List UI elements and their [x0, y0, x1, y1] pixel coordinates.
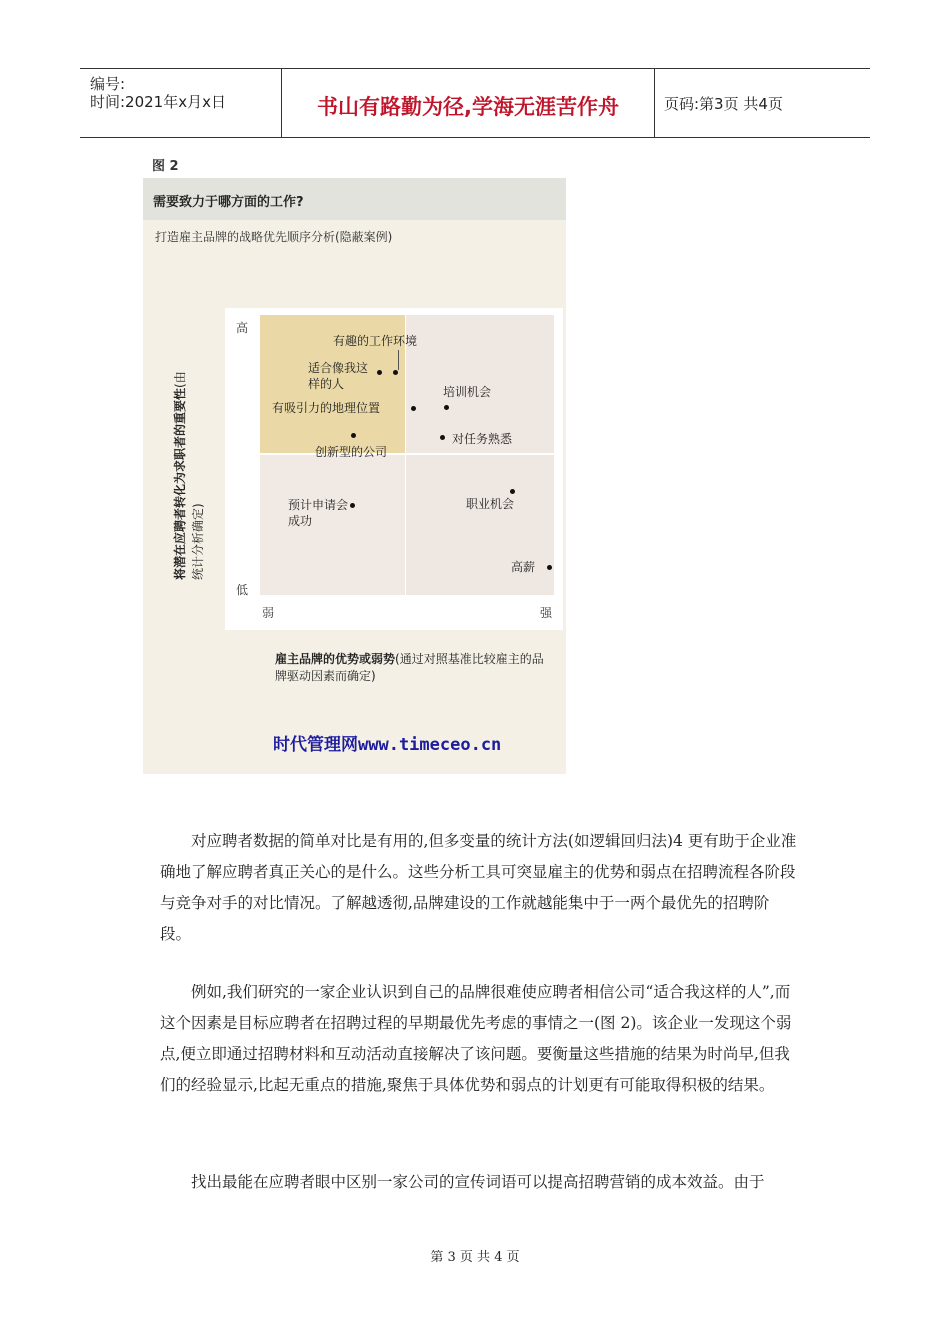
motto: 书山有路勤为径,学海无涯苦作舟 [317, 95, 619, 119]
point-location [411, 406, 416, 411]
x-tick-strong: 强 [540, 606, 553, 620]
point-career [510, 489, 515, 494]
y-axis-title [171, 360, 207, 580]
point-label-training: 培训机会 [443, 385, 492, 399]
page-info: 页码:第3页 共4页 [664, 95, 783, 113]
point-task-familiarity [440, 435, 445, 440]
paragraph-3: 找出最能在应聘者眼中区别一家公司的宣传词语可以提高招聘营销的成本效益。由于 [191, 1173, 765, 1191]
figure-title-band [143, 178, 566, 220]
point-people-like-me [377, 370, 382, 375]
point-label-work-environment: 有趣的工作环境 [333, 334, 418, 348]
paragraph-2: 例如,我们研究的一家企业认识到自己的品牌很难使应聘者相信公司“适合我这样的人”,而这个因素是目标应聘者在招聘过程的早期最优先考虑的事情之一(图 2)。该企业一发现这个弱点,便立即通过招聘材料和互动活动直接解决了该问题。要衡量这些措施的结果为时尚早,但我们的经验显示,比起无重点的措施,聚焦于具体优势和弱点的计划更有可能取得积极的结果。 [160, 983, 792, 1094]
y-tick-low: 低 [236, 583, 249, 597]
point-label-people-like-me: 适合像我这样的人 [308, 361, 369, 391]
header-meta-cell [80, 69, 281, 137]
header-page-cell [654, 69, 870, 137]
x-axis-title [275, 651, 545, 685]
point-label-career: 职业机会 [466, 497, 515, 511]
point-training [444, 405, 449, 410]
figure-label: 图 2 [152, 159, 179, 174]
y-tick-high: 高 [236, 321, 249, 335]
point-label-innovative: 创新型的公司 [315, 445, 388, 459]
y-axis-title-note: (由统计分析确定) [173, 371, 205, 580]
x-axis-title-main: 雇主品牌的优势或弱势 [275, 652, 396, 666]
point-label-location: 有吸引力的地理位置 [272, 401, 381, 415]
document-time: 时间:2021年x月x日 [90, 93, 226, 111]
figure-title: 需要致力于哪方面的工作? [153, 195, 304, 210]
header-motto-cell [281, 69, 655, 137]
page-footer: 第 3 页 共 4 页 [430, 1250, 520, 1265]
figure-subtitle: 打造雇主品牌的战略优先顺序分析(隐蔽案例) [155, 230, 393, 244]
figure-watermark: 时代管理网www.timeceo.cn [273, 735, 502, 755]
point-leader-line [398, 350, 399, 370]
page-header [80, 68, 870, 138]
point-innovative [351, 433, 356, 438]
paragraph-1: 对应聘者数据的简单对比是有用的,但多变量的统计方法(如逻辑回归法)4 更有助于企业准确地了解应聘者真正关心的是什么。这些分析工具可突显雇主的优势和弱点在招聘流程各阶段与竞争对手的对比情况。了解越透彻,品牌建设的工作就越能集中于一两个最优先的招聘阶段。 [160, 832, 797, 943]
y-axis-title-main: 将潜在应聘者转化为求职者的重要性 [173, 387, 187, 580]
figure-2 [143, 178, 566, 774]
document-number: 编号: [90, 75, 126, 93]
point-label-task-familiarity: 对任务熟悉 [452, 432, 513, 446]
point-high-salary [547, 565, 552, 570]
point-work-environment [393, 370, 398, 375]
point-application-success [350, 503, 355, 508]
point-label-application-success: 预计申请会成功 [288, 498, 349, 528]
x-tick-weak: 弱 [262, 606, 275, 620]
x-axis-title-note: (通过对照基准比较雇主的品牌驱动因素而确定) [275, 652, 544, 683]
point-label-high-salary: 高薪 [511, 560, 536, 574]
